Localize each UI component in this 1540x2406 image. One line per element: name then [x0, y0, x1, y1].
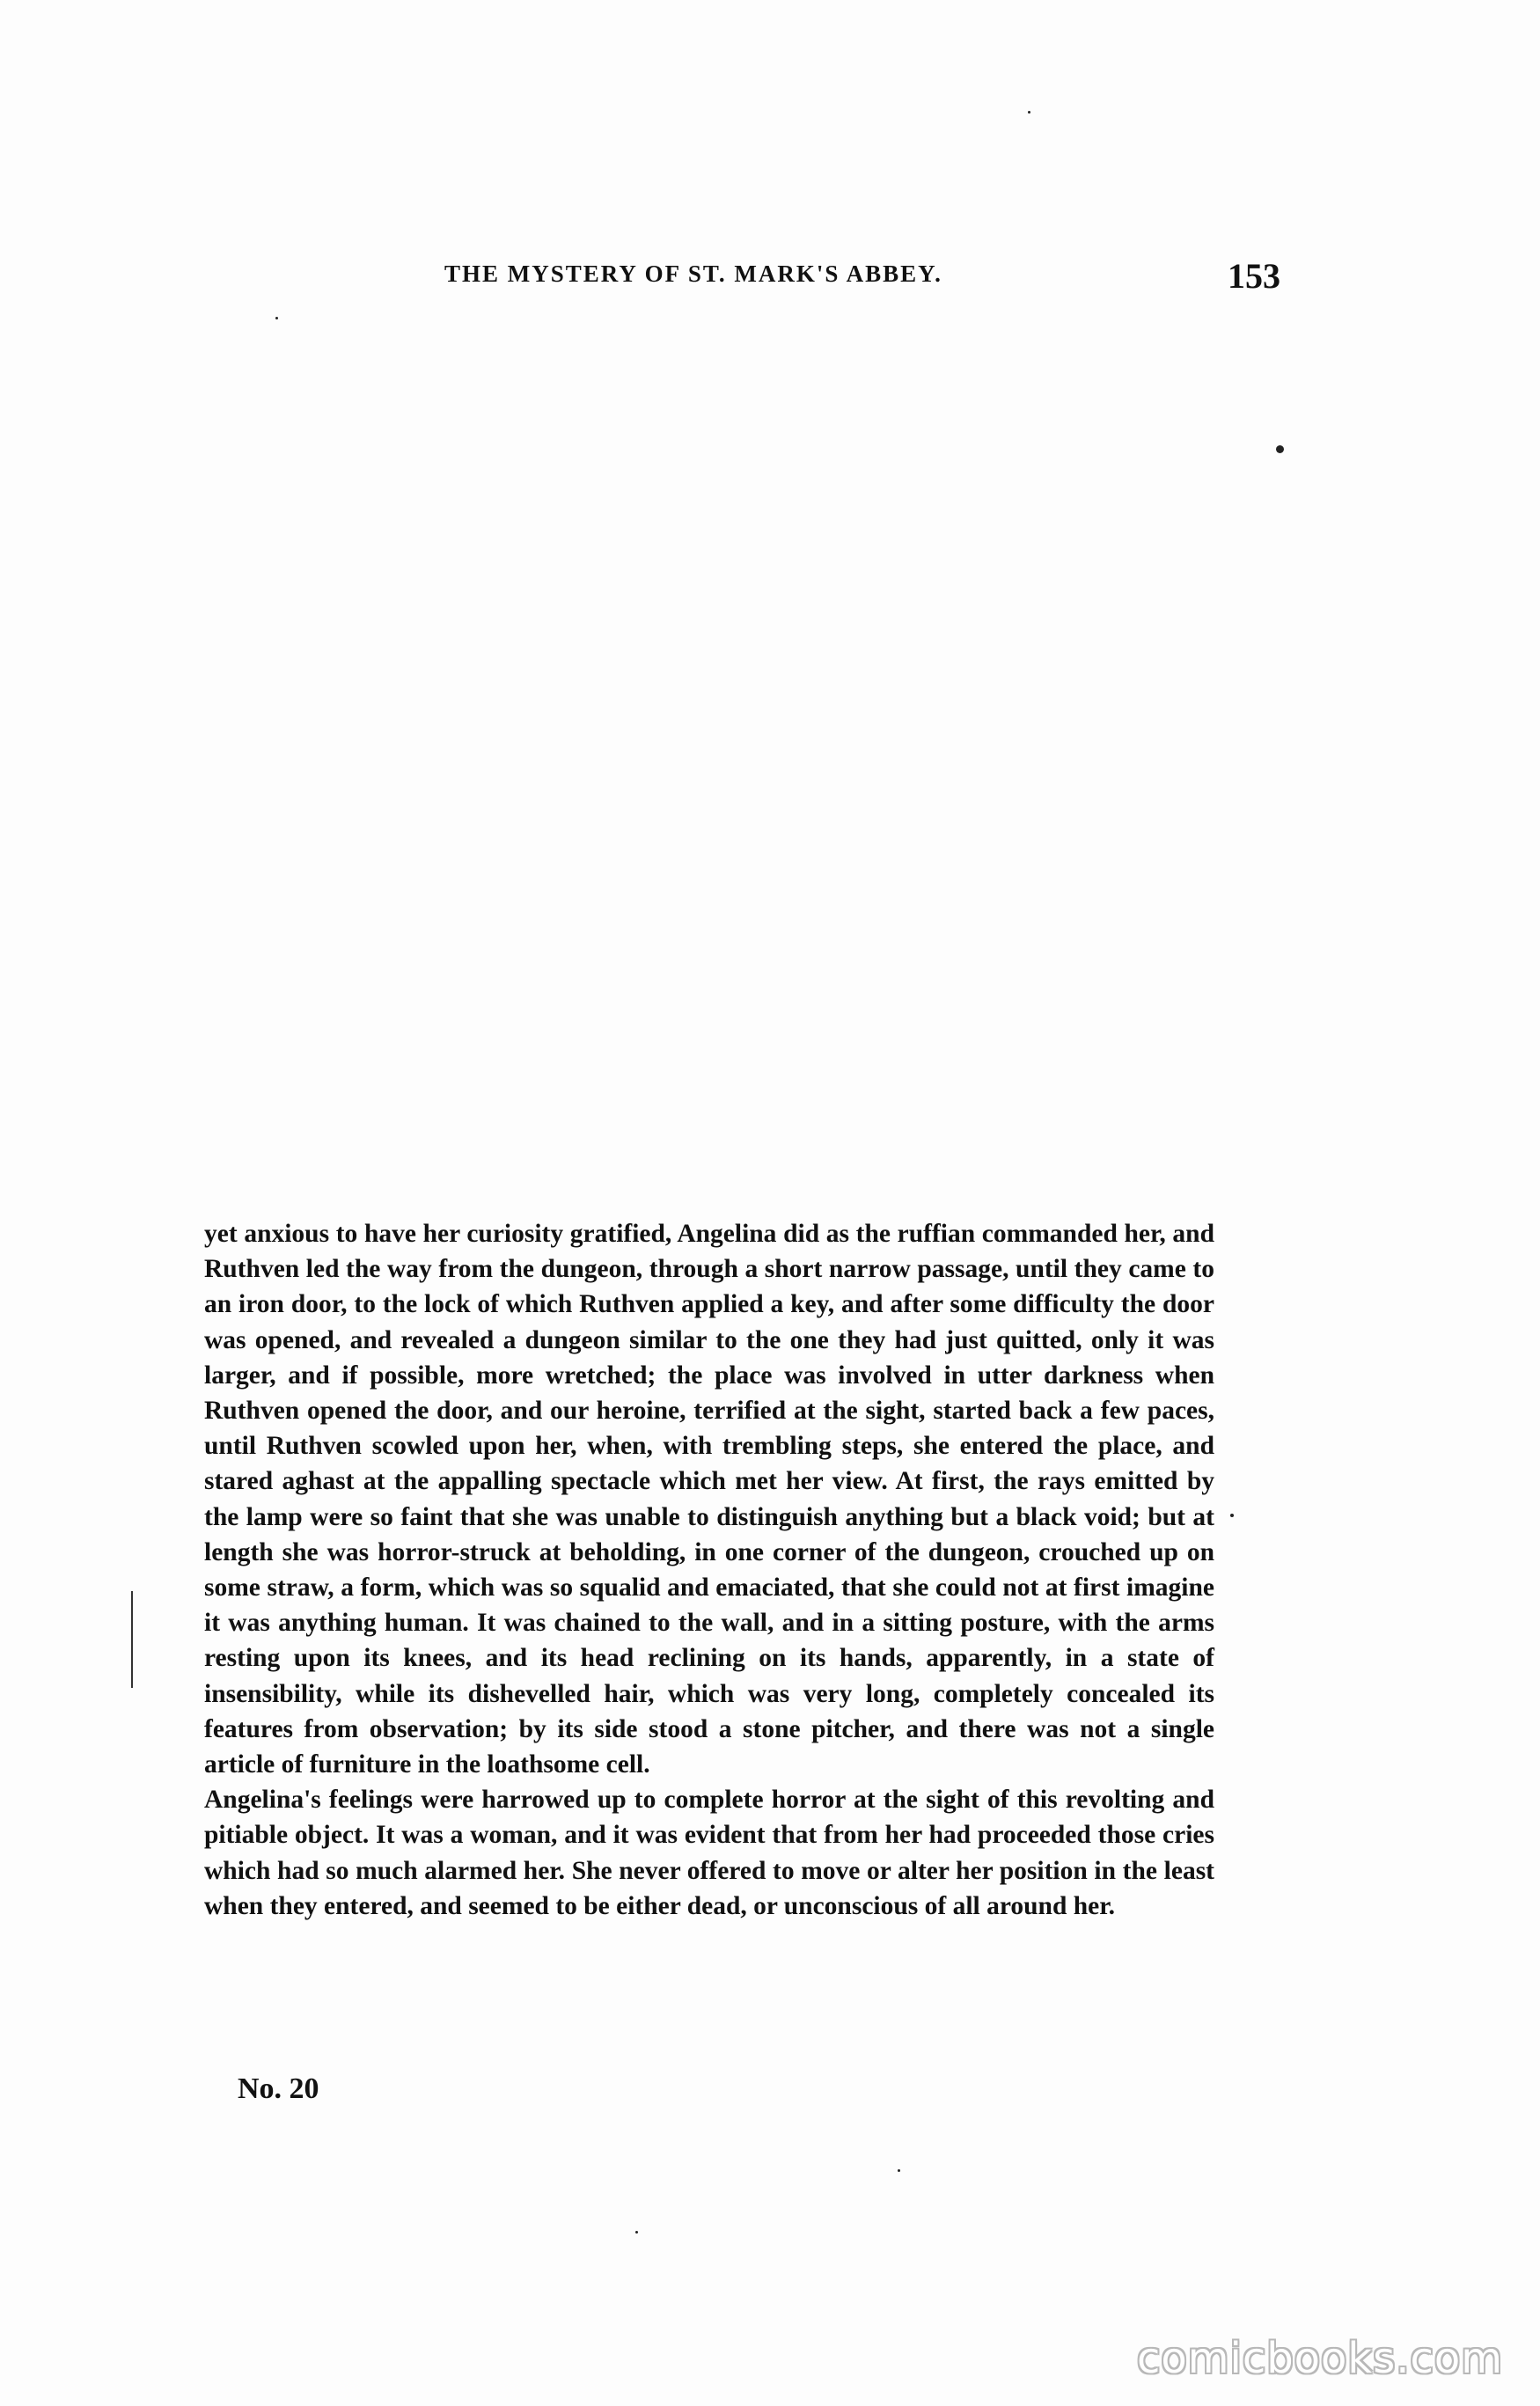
ink-speck — [635, 2231, 638, 2234]
running-title: THE MYSTERY OF ST. MARK'S ABBEY. — [444, 260, 942, 287]
ink-speck — [1230, 1514, 1234, 1517]
watermark: comicbooks.com — [1136, 2334, 1503, 2383]
margin-rule — [131, 1591, 133, 1688]
paragraph: Angelina's feelings were harrowed up to complete horror at the sight of this revolting and pitiable object. It was a woman, and it was evident that from her had proceeded those cries which had so much alarmed her. She never offered to move or alter her position in the least when they entered, and seemed to be either dead, or unconscious of all around her. — [204, 1786, 1214, 1920]
running-head — [444, 256, 1280, 301]
body-text — [204, 1216, 1214, 1924]
ink-speck — [1028, 111, 1030, 114]
ink-speck — [898, 2169, 900, 2172]
paragraph: yet anxious to have her curiosity gratified, Angelina did as the ruffian commanded her, and Ruthven led the way from the dungeon, through a short narrow passage, until they came to an iron door, to the lock of which Ruthven applied a key, and after some difficulty the door was opened, and revealed a dungeon similar to the one they had just quitted, only it was larger, and if possible, more wretched; the place was involved in utter darkness when Ruthven opened the door, and our heroine, terrified at the sight, started back a few paces, until Ruthven scowled upon her, when, with trembling steps, she entered the place, and stared aghast at the appalling spectacle which met her view. At first, the rays emitted by the lamp were so faint that she was unable to distinguish anything but a black void; but at length she was horror-struck at beholding, in one corner of the dungeon, crouched up on some straw, a form, which was so squalid and emaciated, that she could not at first imagine it was anything human. It was chained to the wall, and in a sitting posture, with the arms resting upon its knees, and its head reclining on its hands, apparently, in a state of insensibility, while its dishevelled hair, which was very long, completely concealed its features from observation; by its side stood a stone pitcher, and there was not a single article of furniture in the loathsome cell. — [204, 1220, 1214, 1779]
ink-speck — [275, 317, 278, 319]
signature-mark: No. 20 — [238, 2072, 319, 2105]
ink-speck — [1276, 445, 1284, 453]
page-number: 153 — [1228, 256, 1280, 296]
